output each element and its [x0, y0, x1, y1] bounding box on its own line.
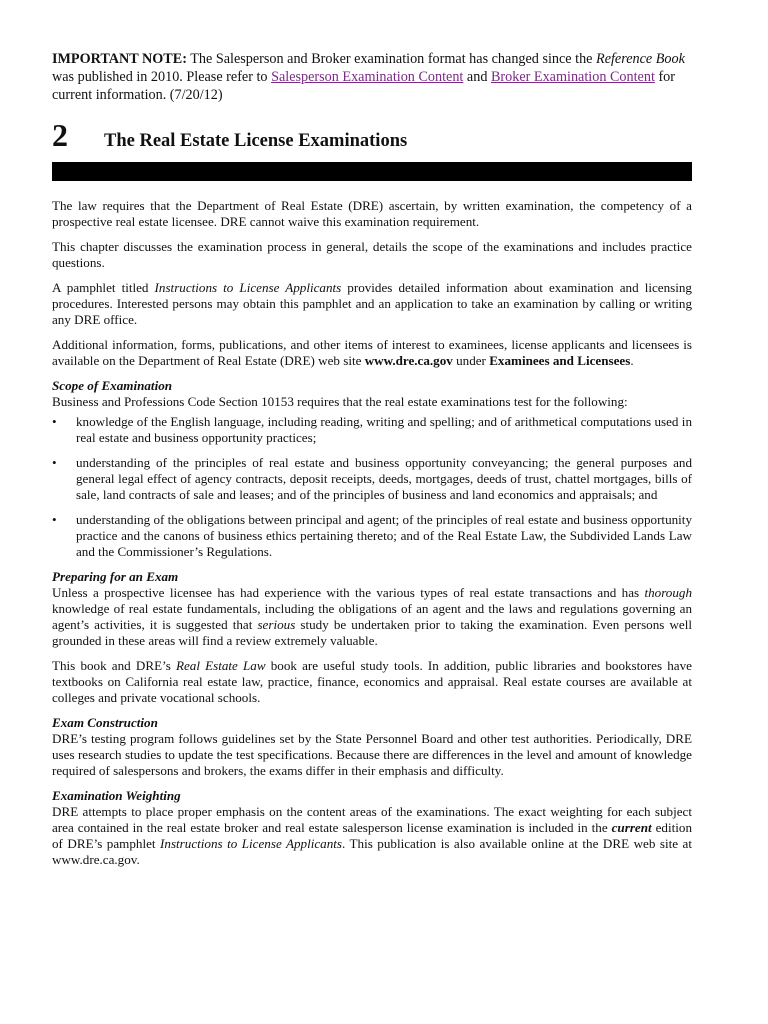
intro-paragraph-4: Additional information, forms, publications, and other items of interest to examinees, license applicants and licensees is available on the Department of Real Estate (DRE) web site www.dre.ca.gov under Examinees and Licensees. — [52, 337, 692, 368]
scope-list — [52, 414, 692, 560]
scope-heading: Scope of Examination — [52, 378, 173, 393]
chapter-divider-bar — [52, 162, 692, 181]
construction-paragraph: DRE’s testing program follows guidelines set by the State Personnel Board and other test authorities. Periodically, DRE uses research studies to update the test specifications. Because there are differences in the level and amount of knowledge required of salespersons and brokers, the exams differ in their emphasis and difficulty. — [52, 731, 692, 778]
chapter-header — [52, 117, 692, 153]
preparing-paragraph-1: Unless a prospective licensee has had experience with the various types of real estate transactions and has thorough knowledge of real estate fundamentals, including the obligations of an agent and the laws and regulations governing an agent’s activities, it is suggested that serious study be undertaken prior to taking the examination. Even persons well grounded in these areas will find a review extremely valuable. — [52, 585, 692, 648]
preparing-heading: Preparing for an Exam — [52, 569, 179, 584]
salesperson-exam-content-link[interactable]: Salesperson Examination Content — [271, 69, 464, 85]
broker-exam-content-link[interactable]: Broker Examination Content — [490, 69, 655, 85]
intro-paragraph-2: This chapter discusses the examination process in general, details the scope of the examinations and includes practice questions. — [52, 239, 692, 270]
weighting-paragraph: DRE attempts to place proper emphasis on the content areas of the examinations. The exact weighting for each subject area contained in the real estate broker and real estate salesperson license examination is included in the current edition of DRE’s pamphlet Instructions to License Applicants. This publication is also available online at the DRE web site at www.dre.ca.gov. — [52, 804, 692, 867]
construction-heading: Exam Construction — [52, 715, 158, 730]
intro-paragraph-1: The law requires that the Department of Real Estate (DRE) ascertain, by written examination, the competency of a prospective real estate licensee. DRE cannot waive this examination requirement. — [52, 198, 692, 229]
important-note: IMPORTANT NOTE: The Salesperson and Broker examination format has changed since the Reference Book was published in 2010. Please refer to Salesperson Examination Content and Broker Examination Content for current information. (7/20/12) — [52, 51, 685, 103]
scope-intro: Business and Professions Code Section 10153 requires that the real estate examinations test for the following: — [52, 394, 628, 409]
note-label: IMPORTANT NOTE: — [52, 51, 187, 67]
list-item: • understanding of the principles of real estate and business opportunity conveyancing; the general purposes and general legal effect of agency contracts, deposit receipts, deeds, mortgages, deeds of trust, chattel mortgages, bills of sale, land contracts of sale and leases; and of the principles of business and land economics and appraisals; and — [52, 455, 692, 503]
chapter-title: The Real Estate License Examinations — [104, 131, 408, 151]
weighting-heading: Examination Weighting — [52, 788, 181, 803]
preparing-paragraph-2: This book and DRE’s Real Estate Law book are useful study tools. In addition, public libraries and bookstores have textbooks on California real estate law, practice, finance, economics and appraisal. Real estate courses are available at colleges and private vocational schools. — [52, 658, 692, 705]
list-item: • knowledge of the English language, including reading, writing and spelling; and of arithmetical computations used in real estate and business opportunity practices; — [52, 414, 692, 446]
list-item: • understanding of the obligations between principal and agent; of the principles of real estate and business opportunity practice and the canons of business ethics pertaining thereto; and of the Real Estate Law, the Subdivided Lands Law and the Commissioner’s Regulations. — [52, 512, 692, 560]
chapter-number: 2 — [52, 117, 68, 153]
intro-paragraph-3: A pamphlet titled Instructions to License Applicants provides detailed information about examination and licensing procedures. Interested persons may obtain this pamphlet and an application to take an examination by calling or writing any DRE office. — [52, 280, 692, 327]
